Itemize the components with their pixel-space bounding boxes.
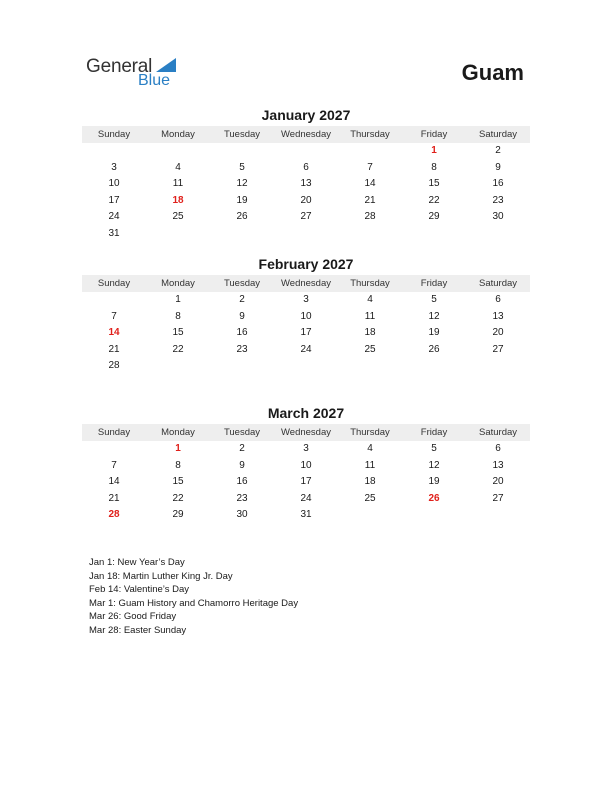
holiday-note: Mar 28: Easter Sunday <box>89 624 187 636</box>
day-cell: 18 <box>364 476 376 487</box>
day-cell: 6 <box>495 443 501 454</box>
day-cell: 3 <box>303 443 309 454</box>
day-cell: 2 <box>239 443 245 454</box>
weekday-label: Sunday <box>97 129 131 140</box>
day-cell: 22 <box>172 343 184 355</box>
weekday-label: Friday <box>420 278 448 289</box>
day-cell: 13 <box>492 459 504 471</box>
day-cell <box>274 358 338 375</box>
day-cell <box>338 143 402 160</box>
day-cell: 15 <box>428 178 440 189</box>
day-cell <box>338 507 402 524</box>
month-february <box>82 255 530 375</box>
day-cell: 7 <box>111 459 117 471</box>
weekday-label: Thursday <box>350 427 390 438</box>
day-cell: 11 <box>364 459 376 471</box>
day-cell: 26 <box>236 211 248 222</box>
day-cell: 25 <box>364 492 376 504</box>
day-cell: 7 <box>367 161 373 173</box>
week-row <box>82 458 530 475</box>
day-cell: 30 <box>236 509 248 520</box>
day-cell <box>402 507 466 524</box>
day-cell: 28 <box>108 509 120 520</box>
day-cell: 20 <box>492 476 504 487</box>
day-cell: 22 <box>172 492 184 504</box>
holiday-note: Jan 18: Martin Luther King Jr. Day <box>89 570 233 582</box>
day-cell: 24 <box>108 211 120 222</box>
week-row <box>82 491 530 508</box>
day-cell <box>338 226 402 243</box>
week-row <box>82 176 530 193</box>
week-row <box>82 209 530 226</box>
weekday-label: Monday <box>161 129 195 140</box>
day-cell: 10 <box>108 178 120 189</box>
weekday-label: Tuesday <box>223 129 261 140</box>
day-cell: 8 <box>175 459 181 471</box>
week-row <box>82 325 530 342</box>
holiday-note: Mar 1: Guam History and Chamorro Heritage Day <box>89 597 299 609</box>
weekday-label: Monday <box>161 427 195 438</box>
logo-general-text: General <box>86 56 153 77</box>
day-cell: 11 <box>172 178 184 189</box>
day-cell: 21 <box>108 492 120 504</box>
logo-blue-text: Blue <box>138 72 171 89</box>
day-cell: 14 <box>108 327 120 338</box>
day-cell: 26 <box>428 343 440 355</box>
day-cell: 1 <box>175 294 181 305</box>
day-cell: 23 <box>236 343 248 355</box>
country-title: Guam <box>461 60 524 85</box>
month-title: March 2027 <box>267 405 345 421</box>
weekday-header <box>82 275 530 292</box>
day-cell: 29 <box>172 509 184 520</box>
day-cell: 16 <box>236 476 248 487</box>
day-cell <box>466 358 530 375</box>
day-cell: 27 <box>492 492 504 504</box>
day-cell: 4 <box>367 443 373 454</box>
day-cell: 18 <box>172 194 184 206</box>
day-cell: 2 <box>495 145 501 156</box>
day-cell: 31 <box>108 227 120 239</box>
day-cell: 11 <box>364 310 376 322</box>
day-cell: 17 <box>108 194 120 206</box>
weekday-label: Wednesday <box>281 129 331 140</box>
day-cell <box>146 143 210 160</box>
holiday-note: Jan 1: New Year’s Day <box>89 557 185 568</box>
weekday-label: Sunday <box>97 278 131 289</box>
day-cell <box>274 226 338 243</box>
day-cell: 20 <box>492 327 504 338</box>
day-cell: 25 <box>172 211 184 222</box>
logo <box>86 56 186 92</box>
weekday-label: Monday <box>161 278 195 289</box>
day-cell: 19 <box>428 476 440 487</box>
day-cell: 17 <box>300 327 312 338</box>
day-cell <box>402 226 466 243</box>
weekday-label: Wednesday <box>281 278 331 289</box>
day-cell: 6 <box>303 161 309 173</box>
month-march <box>82 404 530 524</box>
day-cell: 8 <box>175 310 181 322</box>
month-title: January 2027 <box>261 107 351 123</box>
day-cell <box>82 292 146 309</box>
weekday-label: Thursday <box>350 129 390 140</box>
day-cell <box>146 358 210 375</box>
day-cell: 8 <box>431 161 437 173</box>
day-cell <box>210 226 274 243</box>
day-cell: 1 <box>175 443 181 454</box>
day-cell: 27 <box>300 211 312 222</box>
day-cell: 1 <box>431 145 437 156</box>
day-cell: 6 <box>495 294 501 305</box>
day-cell: 23 <box>236 492 248 504</box>
week-row <box>82 441 530 458</box>
day-cell <box>146 226 210 243</box>
weekday-label: Saturday <box>478 427 518 438</box>
day-cell: 20 <box>300 194 312 206</box>
day-cell: 3 <box>111 161 117 173</box>
day-cell <box>210 358 274 375</box>
day-cell: 12 <box>428 310 440 322</box>
day-cell <box>402 358 466 375</box>
day-cell: 24 <box>300 343 312 355</box>
day-cell: 25 <box>364 343 376 355</box>
day-cell <box>210 143 274 160</box>
day-cell: 9 <box>495 161 501 173</box>
day-cell: 15 <box>172 476 184 487</box>
week-row <box>82 160 530 177</box>
holiday-list <box>89 556 489 637</box>
day-cell: 31 <box>300 509 312 520</box>
week-row <box>82 226 530 243</box>
week-row <box>82 474 530 491</box>
holiday-note: Mar 26: Good Friday <box>89 611 177 622</box>
day-cell: 19 <box>428 327 440 338</box>
weekday-label: Wednesday <box>281 427 331 438</box>
day-cell <box>466 507 530 524</box>
day-cell: 12 <box>428 459 440 471</box>
day-cell: 10 <box>300 310 312 322</box>
day-cell: 21 <box>108 343 120 355</box>
day-cell: 2 <box>239 294 245 305</box>
day-cell: 28 <box>108 360 120 371</box>
month-title: February 2027 <box>258 256 354 272</box>
month-january <box>82 106 530 242</box>
weekday-label: Friday <box>420 427 448 438</box>
weekday-label: Saturday <box>478 129 518 140</box>
day-cell: 4 <box>367 294 373 305</box>
week-row <box>82 143 530 160</box>
day-cell: 14 <box>364 178 376 189</box>
day-cell: 16 <box>236 327 248 338</box>
day-cell: 21 <box>364 194 376 206</box>
day-cell <box>82 441 146 458</box>
day-cell <box>466 226 530 243</box>
weekday-header <box>82 126 530 143</box>
day-cell: 23 <box>492 194 504 206</box>
day-cell: 5 <box>431 443 437 454</box>
day-cell: 15 <box>172 327 184 338</box>
day-cell: 9 <box>239 310 245 322</box>
day-cell <box>274 143 338 160</box>
day-cell: 9 <box>239 459 245 471</box>
week-row <box>82 507 530 524</box>
weekday-label: Tuesday <box>223 278 261 289</box>
day-cell: 17 <box>300 476 312 487</box>
day-cell <box>338 358 402 375</box>
day-cell: 3 <box>303 294 309 305</box>
day-cell: 13 <box>492 310 504 322</box>
week-row <box>82 358 530 375</box>
day-cell: 5 <box>431 294 437 305</box>
day-cell: 19 <box>236 194 248 206</box>
day-cell: 10 <box>300 459 312 471</box>
holiday-note: Feb 14: Valentine’s Day <box>89 584 189 595</box>
weekday-header <box>82 424 530 441</box>
week-row <box>82 292 530 309</box>
day-cell: 7 <box>111 310 117 322</box>
weekday-label: Friday <box>420 129 448 140</box>
day-cell <box>82 143 146 160</box>
day-cell: 18 <box>364 327 376 338</box>
day-cell: 12 <box>236 178 248 189</box>
day-cell: 4 <box>175 161 181 173</box>
weekday-label: Sunday <box>97 427 131 438</box>
day-cell: 5 <box>239 161 245 173</box>
day-cell: 27 <box>492 343 504 355</box>
day-cell: 26 <box>428 492 440 504</box>
week-row <box>82 193 530 210</box>
weekday-label: Saturday <box>478 278 518 289</box>
day-cell: 24 <box>300 492 312 504</box>
logo-triangle-icon <box>156 58 176 72</box>
day-cell: 22 <box>428 194 440 206</box>
day-cell: 28 <box>364 211 376 222</box>
day-cell: 29 <box>428 211 440 222</box>
week-row <box>82 342 530 359</box>
weekday-label: Thursday <box>350 278 390 289</box>
weekday-label: Tuesday <box>223 427 261 438</box>
day-cell: 13 <box>300 178 312 189</box>
day-cell: 14 <box>108 476 120 487</box>
day-cell: 16 <box>492 178 504 189</box>
week-row <box>82 309 530 326</box>
day-cell: 30 <box>492 211 504 222</box>
